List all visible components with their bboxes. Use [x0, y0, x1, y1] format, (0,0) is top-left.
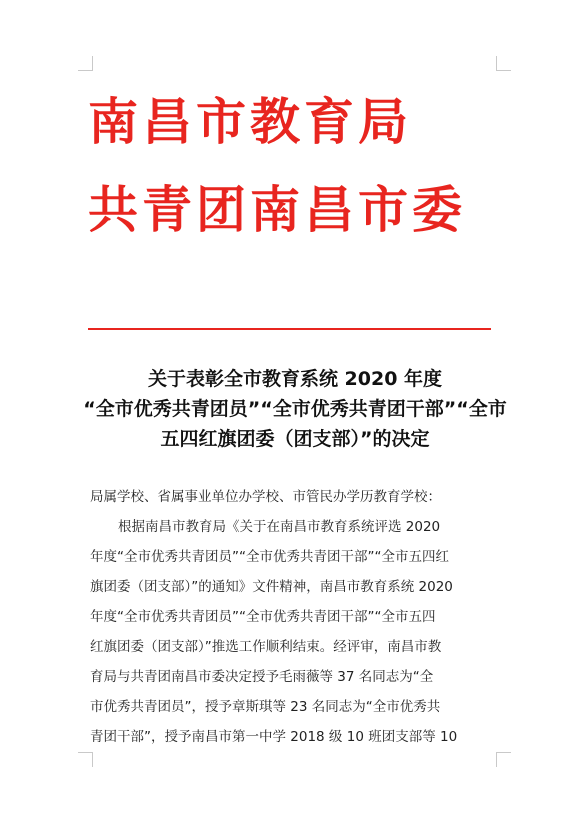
body-line-6: 育局与共青团南昌市委决定授予毛雨薇等 37 名同志为“全 — [90, 669, 434, 685]
crop-mark-bottom-left — [78, 752, 93, 767]
crop-mark-top-left — [78, 56, 93, 71]
red-header-divider — [88, 328, 491, 330]
body-line-2: 年度“全市优秀共青团员”“全市优秀共青团干部”“全市五四红 — [90, 549, 449, 565]
addressee-line: 局属学校、省属事业单位办学校、市管民办学历教育学校： — [90, 489, 441, 505]
body-line-3: 旗团委（团支部）”的通知》文件精神，南昌市教育系统 2020 — [90, 579, 453, 595]
body-line-1: 根据南昌市教育局《关于在南昌市教育系统评选 2020 — [118, 519, 441, 535]
body-line-7: 市优秀共青团员”，授予章斯琪等 23 名同志为“全市优秀共 — [90, 699, 441, 715]
crop-mark-bottom-right — [496, 752, 511, 767]
document-title-line-2: “全市优秀共青团员”“全市优秀共青团干部”“全市 — [83, 398, 507, 420]
document-title-line-1: 关于表彰全市教育系统 2020 年度 — [147, 368, 443, 390]
issuer-name-line-1: 南昌市教育局 — [88, 93, 412, 151]
body-line-8: 青团干部”，授予南昌市第一中学 2018 级 10 班团支部等 10 — [90, 729, 458, 745]
crop-mark-top-right — [496, 56, 511, 71]
issuer-name-line-2: 共青团南昌市委 — [88, 181, 466, 239]
body-line-4: 年度“全市优秀共青团员”“全市优秀共青团干部”“全市五四 — [90, 609, 436, 625]
document-title-line-3: 五四红旗团委（团支部）”的决定 — [160, 428, 430, 450]
body-line-5: 红旗团委（团支部）”推选工作顺利结束。经评审，南昌市教 — [90, 639, 442, 655]
